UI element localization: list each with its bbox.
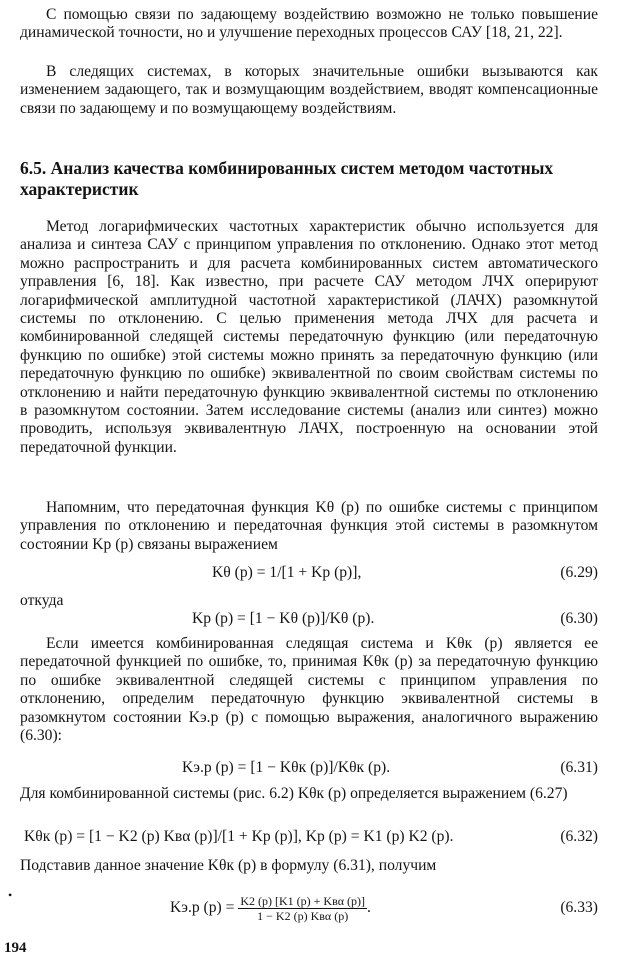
fraction-numerator: K2 (p) [K1 (p) + Kвα (p)] — [240, 893, 366, 908]
equation-number: (6.33) — [560, 899, 598, 916]
equation-body: Kэ.р (p) = [1 − Kθк (p)]/Kθк (p). — [182, 759, 391, 776]
fraction-denominator: 1 − K2 (p) Kвα (p) — [257, 908, 349, 923]
equation-6-30 — [20, 608, 598, 630]
equation-tail: . — [367, 899, 371, 916]
paragraph-for-combined: Для комбинированной системы (рис. 6.2) Kθк (p) определяется выражением (6.27) — [20, 785, 568, 802]
equation-lhs: Kэ.р (p) = — [170, 899, 235, 916]
equation-body — [170, 888, 371, 928]
paragraph-combined-system: Если имеется комбинированная следящая система и Kθк (p) является ее передаточной функцией по ошибке, то, принимая Kθк (p) за передаточную функцию по ошибке эквивалентной следящей системы с принципом управления по отклонению, определим передаточную функцию эквивалентной системы в разомкнутом состоянии Kэ.р (p) с помощью выражения, аналогичного выражению (6.30): — [20, 635, 598, 745]
page-number: 194 — [4, 940, 27, 956]
equation-number: (6.30) — [560, 610, 598, 627]
equation-6-31 — [20, 757, 598, 779]
equation-6-29 — [20, 562, 598, 584]
paragraph-substituting: Подставив данное значение Kθк (p) в формулу (6.31), получим — [20, 857, 437, 874]
paragraph-whence: откуда — [20, 592, 64, 609]
equation-number: (6.29) — [560, 564, 598, 581]
paragraph-tracking-systems: В следящих системах, в которых значительные ошибки вызываются как изменением задающего, так и возмущающим воздействием, вводят компенсационные связи по задающему и по возмущающему воздействиям. — [20, 63, 598, 117]
equation-fraction — [238, 894, 367, 923]
equation-number: (6.31) — [560, 759, 598, 776]
section-heading: 6.5. Анализ качества комбинированных систем методом частотных характеристик — [20, 158, 554, 199]
equation-6-32 — [20, 826, 598, 848]
stray-mark: • — [8, 888, 13, 902]
equation-body: Kθк (p) = [1 − K2 (p) Kвα (p)]/[1 + Kр (p)], Kр (p) = K1 (p) K2 (p). — [24, 828, 454, 845]
paragraph-method: Метод логарифмических частотных характеристик обычно используется для анализа и синтеза САУ с принципом управления по отклонению. Однако этот метод можно распространить и для расчета комбинированных систем автоматического управления [6, 18]. Как известно, при расчете САУ методом ЛЧХ оперируют логарифмической амплитудной частотной характеристикой (ЛАЧХ) разомкнутой системы по отклонению. С целью применения метода ЛЧХ для расчета и комбинированной следящей системы передаточную функцию (или передаточную функцию по ошибке) этой системы можно принять за передаточную функцию (или передаточную функцию по ошибке) эквивалентной по своим свойствам системы по отклонению и найти передаточную функцию эквивалентной системы по отклонению в разомкнутом состоянии. Затем исследование системы (анализ или синтез) можно проводить, используя эквивалентную ЛАЧХ, построенную на основании этой передаточной функции. — [20, 218, 598, 456]
paragraph-recall: Напомним, что передаточная функция Kθ (p) по ошибке системы с принципом управления по отклонению и передаточная функция этой системы в разомкнутом состоянии Kр (p) связаны выражением — [20, 499, 598, 553]
equation-body: Kθ (p) = 1/[1 + Kр (p)], — [212, 564, 362, 581]
equation-6-33 — [20, 888, 598, 928]
equation-body: Kр (p) = [1 − Kθ (p)]/Kθ (p). — [192, 610, 375, 627]
paragraph-intro: С помощью связи по задающему воздействию возможно не только повышение динамической точности, но и улучшение переходных процессов САУ [18, 21, 22]. — [20, 6, 598, 42]
equation-number: (6.32) — [560, 828, 598, 845]
